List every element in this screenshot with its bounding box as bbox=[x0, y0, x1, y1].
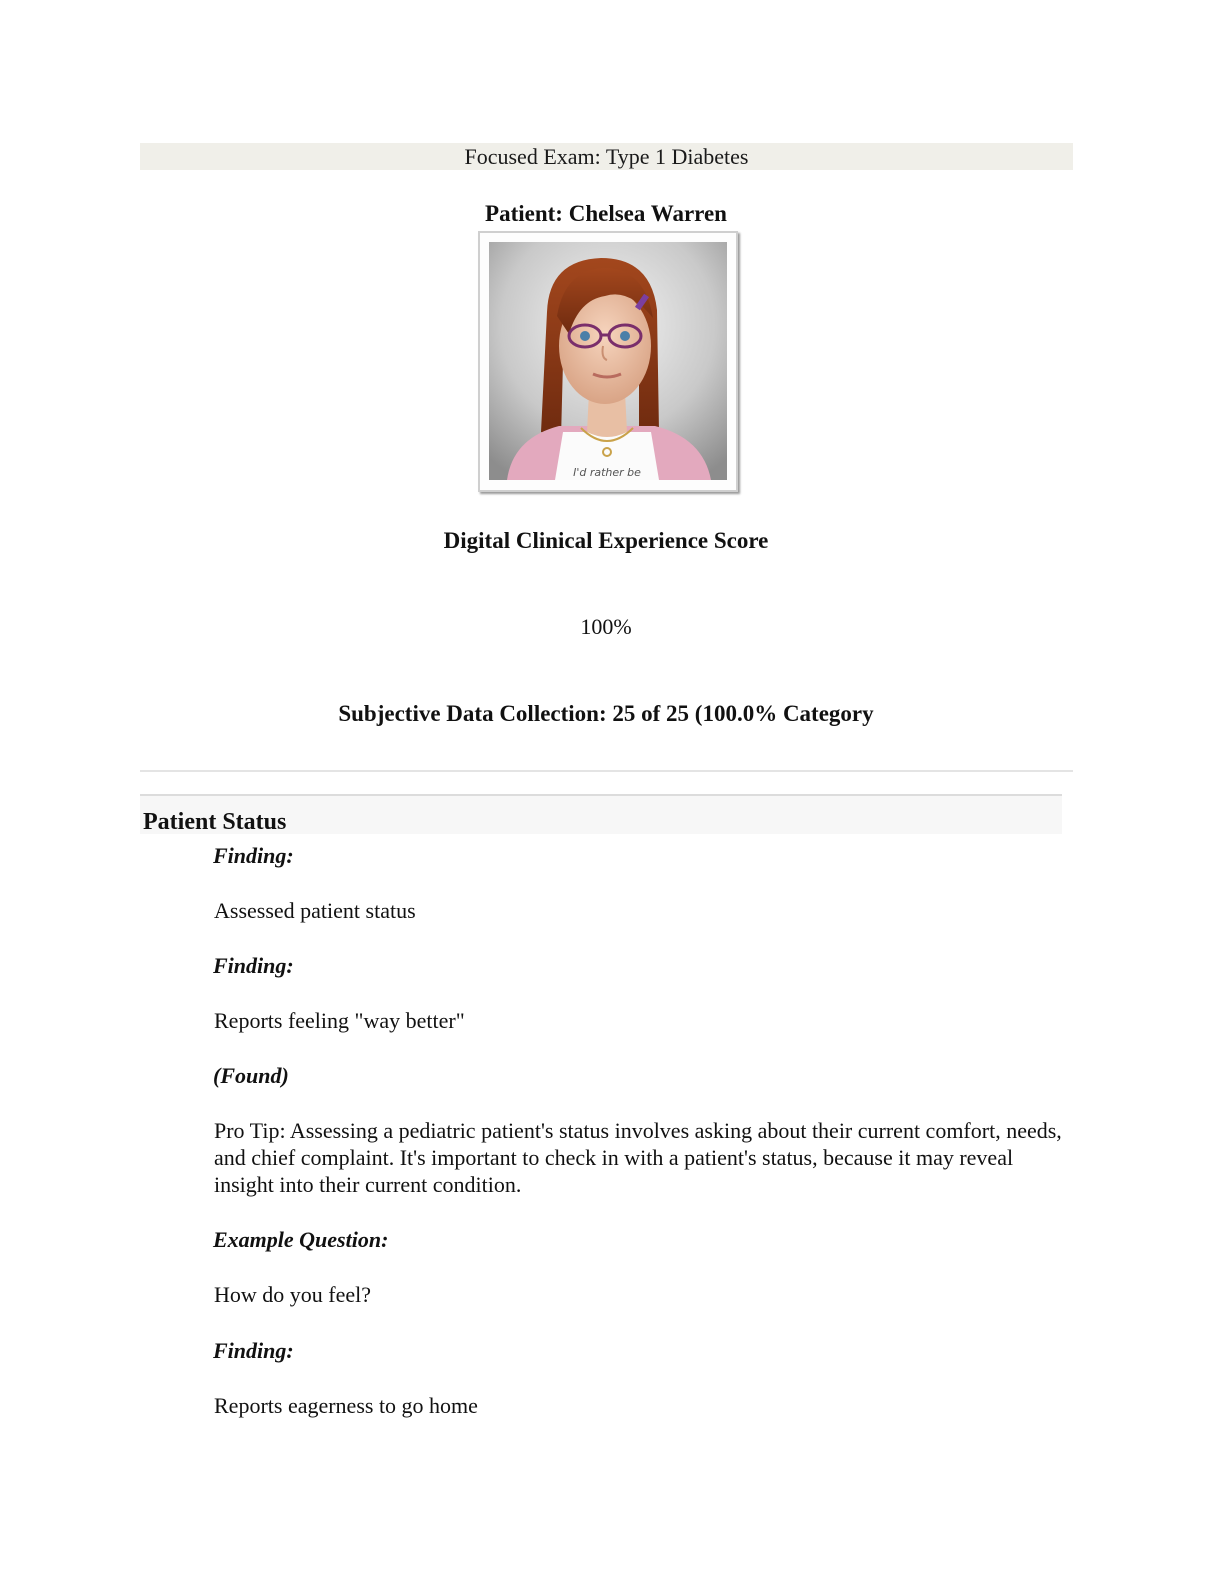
finding-label: Finding: bbox=[213, 1338, 294, 1363]
pro-tip-text: Pro Tip: Assessing a pediatric patient's status involves asking about their current comfort, needs, and chief complaint. It's important to check in with a patient's status, because it may reveal insight into their current condition. bbox=[214, 1118, 1062, 1197]
section-title: Patient Status bbox=[143, 809, 287, 835]
divider bbox=[140, 770, 1073, 772]
example-question-text: How do you feel? bbox=[214, 1282, 372, 1307]
section-header-patient-status bbox=[140, 794, 1062, 834]
found-label: (Found) bbox=[213, 1063, 289, 1088]
example-question-label: Example Question: bbox=[213, 1227, 389, 1252]
shirt-text: I'd rather be bbox=[573, 466, 641, 479]
category-summary: Subjective Data Collection: 25 of 25 (100.0% Category bbox=[338, 701, 874, 726]
score-value: 100% bbox=[580, 614, 632, 639]
finding-text: Reports feeling "way better" bbox=[214, 1008, 465, 1033]
finding-label: Finding: bbox=[213, 953, 294, 978]
finding-label: Finding: bbox=[213, 843, 294, 868]
finding-text: Assessed patient status bbox=[214, 898, 416, 923]
patient-avatar-image bbox=[489, 242, 727, 480]
exam-title-bar: Focused Exam: Type 1 Diabetes bbox=[140, 143, 1073, 170]
score-title: Digital Clinical Experience Score bbox=[443, 528, 769, 553]
patient-avatar-icon bbox=[489, 242, 727, 480]
finding-text: Reports eagerness to go home bbox=[214, 1393, 478, 1418]
patient-name: Patient: Chelsea Warren bbox=[485, 201, 727, 226]
patient-photo bbox=[478, 231, 738, 492]
